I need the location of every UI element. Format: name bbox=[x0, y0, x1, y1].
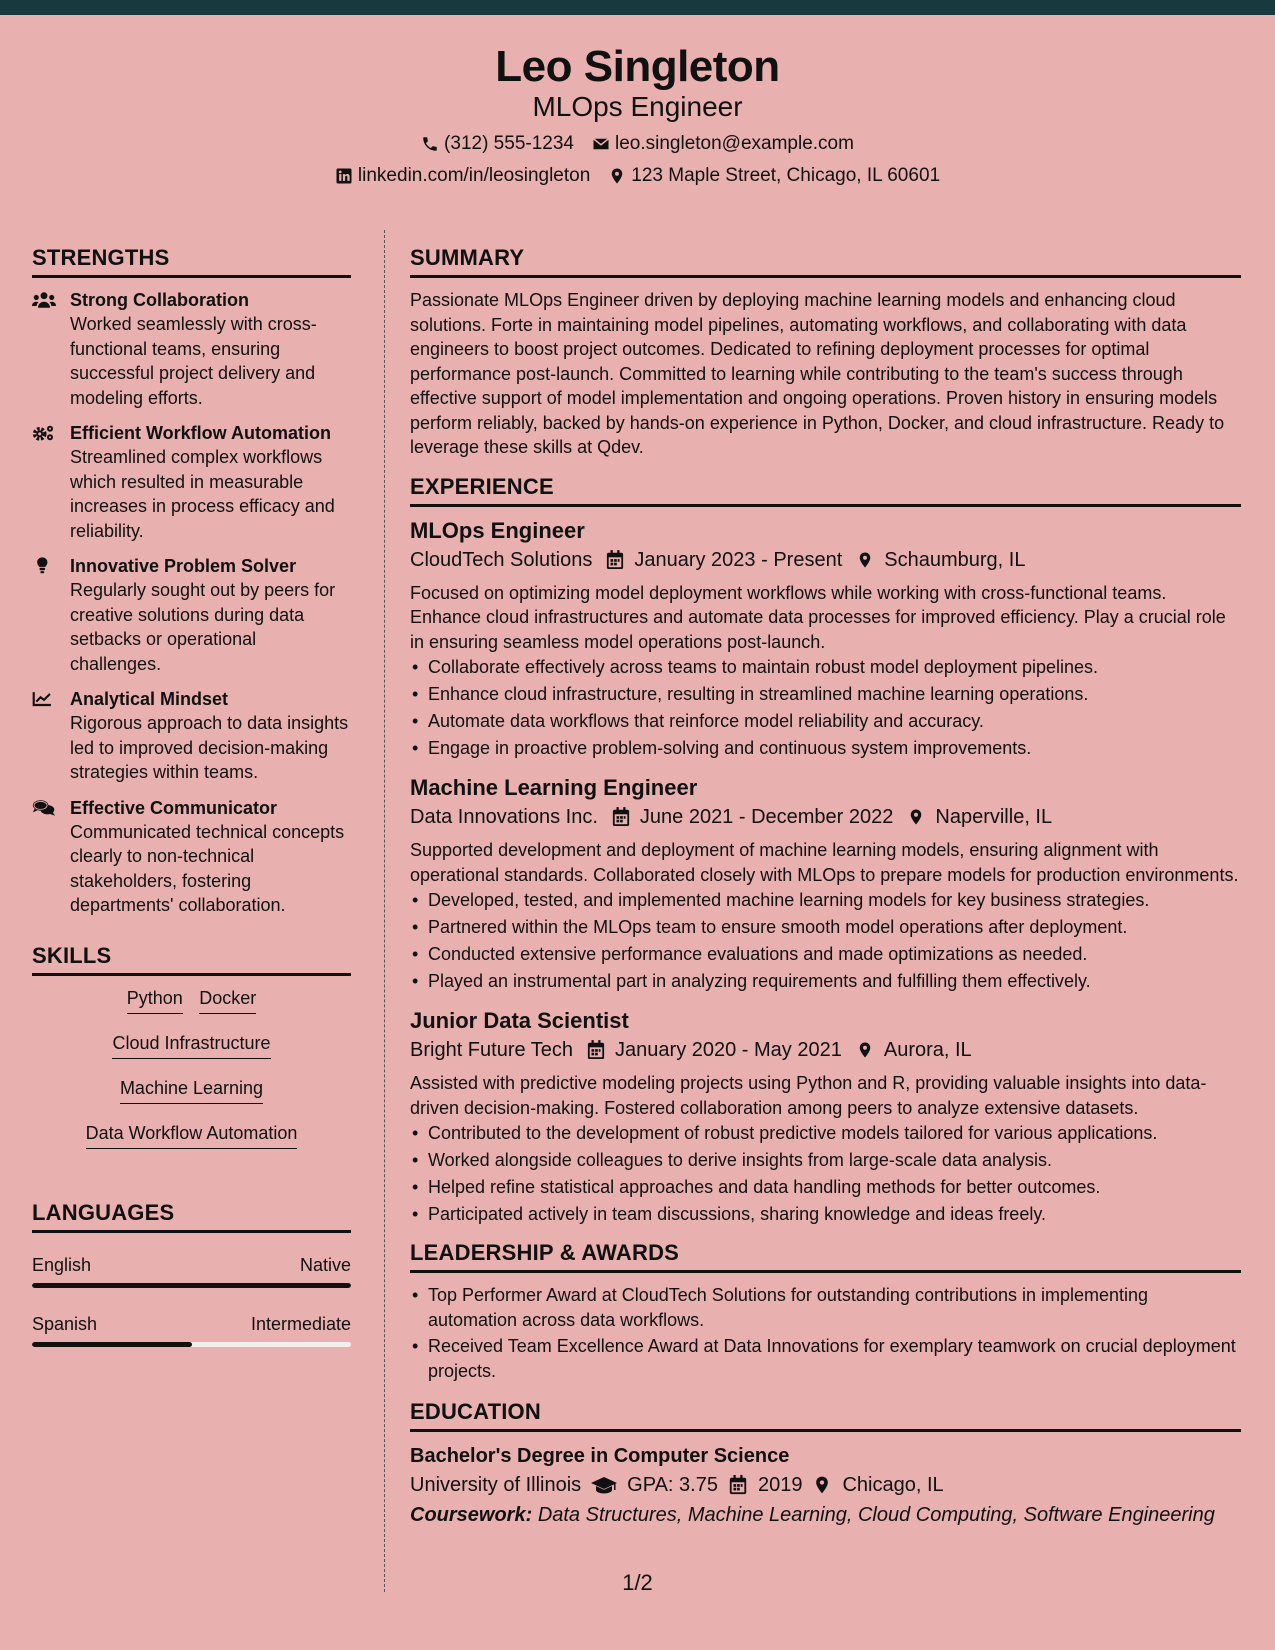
contact-row-1 bbox=[0, 130, 1275, 159]
contact-row-2 bbox=[0, 162, 1275, 191]
job-company: Data Innovations Inc. bbox=[410, 806, 598, 828]
coursework bbox=[410, 1500, 1241, 1530]
job-dates: June 2021 - December 2022 bbox=[639, 806, 894, 828]
skill-tag: Data Workflow Automation bbox=[86, 1121, 298, 1149]
list-item: • Contributed to the development of robust predictive models tailored for various applications. bbox=[410, 1120, 1241, 1147]
job-description: Assisted with predictive modeling projects using Python and R, providing valuable insights into data-driven decision-making. Fostered collaboration among peers to analyze extensive datasets. bbox=[410, 1073, 1207, 1118]
left-column bbox=[32, 245, 351, 1371]
strength-item bbox=[32, 554, 351, 676]
language-item bbox=[32, 1312, 351, 1347]
job-company: CloudTech Solutions bbox=[410, 548, 593, 571]
strength-item bbox=[32, 687, 351, 785]
list-item: • Conducted extensive performance evaluations and made optimizations as needed. bbox=[410, 941, 1241, 968]
users-icon bbox=[32, 291, 56, 309]
job-description: Supported development and deployment of machine learning models, ensuring alignment with operational standards. Collaborated closely with MLOps to prepare models for production environments. bbox=[410, 840, 1239, 885]
job-bullets bbox=[410, 887, 1241, 995]
language-name: Spanish bbox=[32, 1313, 98, 1334]
gpa: GPA: 3.75 bbox=[627, 1474, 718, 1496]
column-divider bbox=[384, 230, 385, 1592]
job-location: Naperville, IL bbox=[935, 806, 1053, 828]
job-bullets bbox=[410, 654, 1241, 762]
list-item: • Top Performer Award at CloudTech Solutions for outstanding contributions in implementing automation across data workflows. bbox=[410, 1283, 1241, 1332]
strength-desc: Rigorous approach to data insights led to improved decision-making strategies within teams. bbox=[70, 713, 349, 782]
strength-title: Efficient Workflow Automation bbox=[70, 423, 331, 443]
list-item: • Collaborate effectively across teams to maintain robust model deployment pipelines. bbox=[410, 654, 1241, 681]
job-entry bbox=[410, 774, 1241, 995]
degree-title: Bachelor's Degree in Computer Science bbox=[410, 1445, 790, 1467]
job-location: Aurora, IL bbox=[883, 1039, 972, 1061]
job-dates: January 2023 - Present bbox=[634, 548, 843, 571]
linkedin[interactable] bbox=[335, 162, 590, 191]
comments-icon bbox=[32, 799, 56, 817]
language-item bbox=[32, 1253, 351, 1288]
chart-line-icon bbox=[32, 690, 56, 708]
linkedin-text: linkedin.com/in/leosingleton bbox=[357, 165, 591, 187]
education-heading: EDUCATION bbox=[410, 1399, 1241, 1432]
experience-heading: EXPERIENCE bbox=[410, 474, 1241, 507]
strength-title: Innovative Problem Solver bbox=[70, 556, 297, 576]
education-meta bbox=[410, 1470, 1241, 1500]
list-item: • Played an instrumental part in analyzing requirements and fulfilling them effectively. bbox=[410, 968, 1241, 995]
summary-heading: SUMMARY bbox=[410, 245, 1241, 278]
graduation-cap-icon bbox=[591, 1475, 617, 1495]
calendar-icon bbox=[612, 807, 630, 827]
job-entry bbox=[410, 517, 1241, 763]
page-number: 1/2 bbox=[622, 1570, 653, 1595]
list-item: • Automate data workflows that reinforce model reliability and accuracy. bbox=[410, 708, 1241, 735]
school-name: University of Illinois bbox=[410, 1474, 582, 1496]
phone-icon bbox=[421, 135, 439, 153]
language-level: Native bbox=[299, 1254, 351, 1275]
list-item: • Partnered within the MLOps team to ensure smooth model operations after deployment. bbox=[410, 914, 1241, 941]
calendar-icon bbox=[587, 1040, 605, 1060]
language-name: English bbox=[32, 1254, 92, 1275]
map-pin-icon bbox=[856, 1040, 874, 1060]
map-pin-icon bbox=[608, 167, 626, 185]
strength-title: Strong Collaboration bbox=[70, 290, 249, 310]
awards-heading: LEADERSHIP & AWARDS bbox=[410, 1240, 1241, 1273]
email-text: leo.singleton@example.com bbox=[614, 132, 854, 154]
strength-desc: Communicated technical concepts clearly to non-technical stakeholders, fostering departments' collaboration. bbox=[70, 821, 345, 915]
job-meta bbox=[410, 1035, 1241, 1065]
job-location: Schaumburg, IL bbox=[884, 548, 1026, 571]
map-pin-icon bbox=[856, 550, 874, 570]
list-item: • Participated actively in team discussions, sharing knowledge and ideas freely. bbox=[410, 1201, 1241, 1228]
language-proficiency-fill bbox=[32, 1342, 192, 1347]
address bbox=[608, 162, 940, 191]
job-company: Bright Future Tech bbox=[410, 1039, 574, 1061]
strength-desc: Regularly sought out by peers for creative solutions during data setbacks or operational challenges. bbox=[70, 580, 336, 674]
strength-item bbox=[32, 421, 351, 543]
list-item: • Developed, tested, and implemented machine learning models for key business strategies. bbox=[410, 887, 1241, 914]
skills-list bbox=[32, 986, 351, 1149]
summary-text: Passionate MLOps Engineer driven by deploying machine learning models and enhancing cloud solutions. Forte in maintaining model pipelines, automating workflows, and collaborating with data engineers to boost project outcomes. Dedicated to refining deployment processes for optimal performance post-launch. Committed to learning while contributing to the team's success through effective support of model implementation and ongoing operations. Proven history in ensuring models perform reliably, backed by hands-on experience in Python, Docker, and cloud infrastructure. Ready to leverage these skills at Qdev. bbox=[410, 290, 1225, 457]
list-item: • Worked alongside colleagues to derive insights from large-scale data analysis. bbox=[410, 1147, 1241, 1174]
graduation-year: 2019 bbox=[757, 1474, 803, 1496]
language-proficiency-fill bbox=[32, 1283, 351, 1288]
strength-title: Effective Communicator bbox=[70, 797, 278, 818]
coursework-label: Coursework: bbox=[410, 1504, 533, 1526]
envelope-icon bbox=[592, 135, 610, 153]
strength-item bbox=[32, 288, 351, 410]
language-proficiency-bar bbox=[32, 1342, 351, 1347]
list-item: • Engage in proactive problem-solving and continuous system improvements. bbox=[410, 735, 1241, 762]
map-pin-icon bbox=[907, 807, 925, 827]
awards-list bbox=[410, 1283, 1241, 1383]
strength-desc: Worked seamlessly with cross-functional teams, ensuring successful project delivery and modeling efforts. bbox=[70, 314, 317, 408]
skill-tag: Machine Learning bbox=[120, 1076, 263, 1104]
language-proficiency-bar bbox=[32, 1283, 351, 1288]
skill-tag: Python bbox=[127, 986, 183, 1014]
right-column bbox=[410, 245, 1241, 1530]
gears-icon bbox=[32, 424, 56, 442]
candidate-name: Leo Singleton bbox=[495, 42, 780, 91]
job-bullets bbox=[410, 1120, 1241, 1228]
job-title: Junior Data Scientist bbox=[410, 1008, 629, 1033]
strength-title: Analytical Mindset bbox=[70, 689, 229, 709]
phone bbox=[421, 130, 574, 159]
list-item: • Received Team Excellence Award at Data Innovations for exemplary teamwork on crucial deployment projects. bbox=[410, 1334, 1241, 1383]
skill-tag: Cloud Infrastructure bbox=[112, 1031, 270, 1059]
education-location: Chicago, IL bbox=[842, 1474, 944, 1496]
list-item: • Helped refine statistical approaches and data handling methods for better outcomes. bbox=[410, 1174, 1241, 1201]
skill-tag: Docker bbox=[199, 986, 256, 1014]
resume-header bbox=[0, 15, 1275, 205]
coursework-text: Data Structures, Machine Learning, Cloud Computing, Software Engineering bbox=[537, 1504, 1215, 1526]
strengths-heading: STRENGTHS bbox=[32, 245, 351, 278]
address-text: 123 Maple Street, Chicago, IL 60601 bbox=[631, 165, 941, 187]
strength-item bbox=[32, 796, 351, 918]
top-bar bbox=[0, 0, 1275, 15]
job-title: Machine Learning Engineer bbox=[410, 775, 698, 800]
lightbulb-icon bbox=[32, 557, 56, 575]
languages-heading: LANGUAGES bbox=[32, 1200, 351, 1233]
job-meta bbox=[410, 545, 1241, 575]
map-pin-icon bbox=[812, 1475, 832, 1495]
job-description: Focused on optimizing model deployment workflows while working with cross-functional teams. Enhance cloud infrastructures and automate data processes for improved efficiency. Play a crucial role in ensuring seamless model operations post-launch. bbox=[410, 582, 1226, 652]
calendar-icon bbox=[728, 1475, 748, 1495]
strength-desc: Streamlined complex workflows which resulted in measurable increases in process efficacy and reliability. bbox=[70, 447, 335, 541]
job-meta bbox=[410, 802, 1241, 832]
job-entry bbox=[410, 1007, 1241, 1228]
email[interactable] bbox=[592, 130, 854, 159]
candidate-title: MLOps Engineer bbox=[532, 91, 743, 123]
job-dates: January 2020 - May 2021 bbox=[615, 1039, 842, 1061]
skills-heading: SKILLS bbox=[32, 943, 351, 976]
language-level: Intermediate bbox=[250, 1313, 351, 1334]
calendar-icon bbox=[606, 550, 624, 570]
job-title: MLOps Engineer bbox=[410, 517, 585, 543]
linkedin-icon bbox=[335, 167, 353, 185]
list-item: • Enhance cloud infrastructure, resulting in streamlined machine learning operations. bbox=[410, 681, 1241, 708]
phone-text: (312) 555-1234 bbox=[444, 132, 574, 154]
